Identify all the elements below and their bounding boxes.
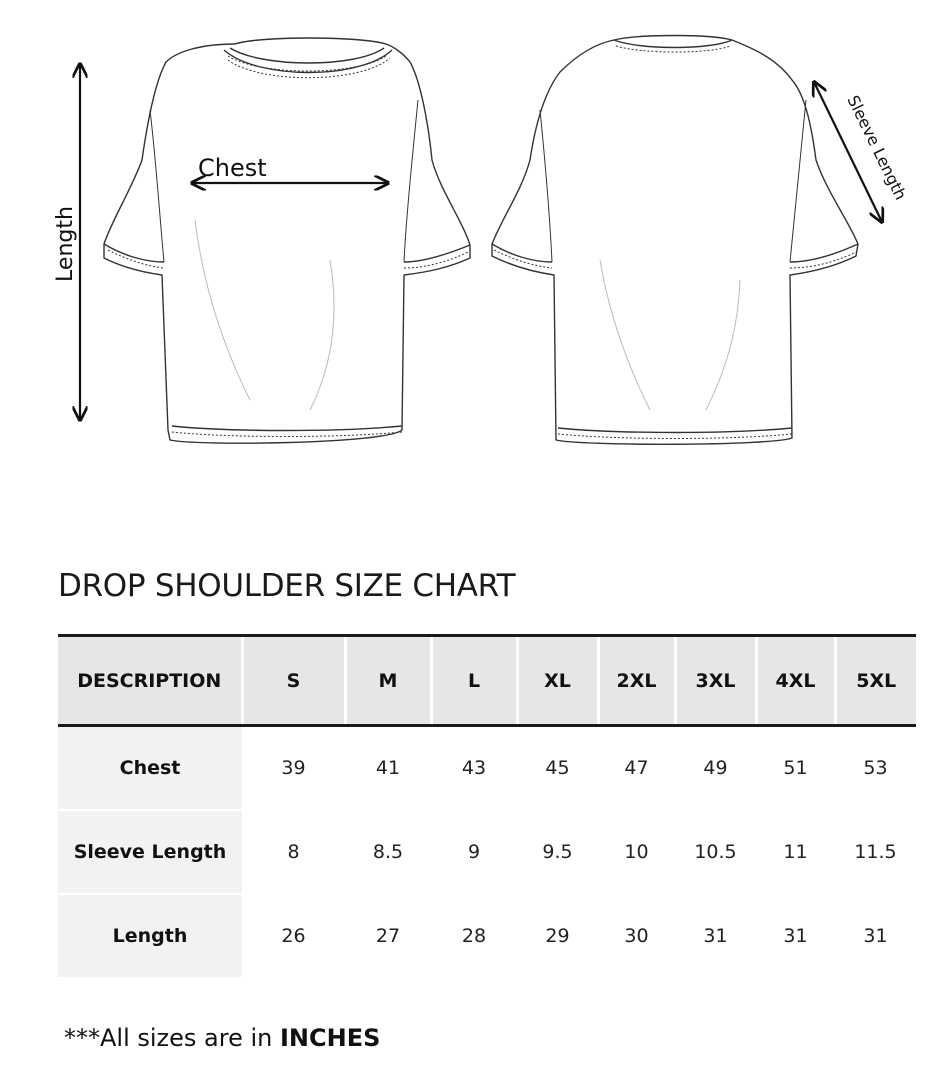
header-size-s: S	[242, 636, 345, 726]
table-cell: 11	[756, 810, 835, 894]
table-cell: 26	[242, 894, 345, 978]
tshirt-front-drawing	[104, 38, 470, 443]
table-cell: 8.5	[345, 810, 431, 894]
table-row-length	[58, 894, 916, 978]
table-cell: 31	[675, 894, 756, 978]
table-cell: 10	[598, 810, 675, 894]
tshirt-diagram	[0, 0, 933, 520]
table-cell: 47	[598, 726, 675, 810]
header-size-m: M	[345, 636, 431, 726]
size-chart-table	[58, 634, 916, 979]
units-note	[64, 1024, 380, 1052]
table-cell: 9	[431, 810, 517, 894]
header-description: DESCRIPTION	[58, 636, 242, 726]
header-size-5xl: 5XL	[835, 636, 916, 726]
header-size-2xl: 2XL	[598, 636, 675, 726]
table-cell: 45	[517, 726, 598, 810]
row-label: Length	[58, 894, 242, 978]
row-label: Sleeve Length	[58, 810, 242, 894]
table-cell: 10.5	[675, 810, 756, 894]
table-row-sleeve-length	[58, 810, 916, 894]
header-size-l: L	[431, 636, 517, 726]
table-header-row	[58, 636, 916, 726]
table-row-chest	[58, 726, 916, 810]
table-cell: 31	[835, 894, 916, 978]
table-cell: 27	[345, 894, 431, 978]
header-size-xl: XL	[517, 636, 598, 726]
table-cell: 53	[835, 726, 916, 810]
row-label: Chest	[58, 726, 242, 810]
table-cell: 11.5	[835, 810, 916, 894]
chest-label: Chest	[198, 154, 267, 182]
length-label: Length	[53, 206, 78, 282]
table-cell: 30	[598, 894, 675, 978]
table-cell: 51	[756, 726, 835, 810]
table-cell: 28	[431, 894, 517, 978]
header-size-4xl: 4XL	[756, 636, 835, 726]
table-cell: 49	[675, 726, 756, 810]
table-cell: 9.5	[517, 810, 598, 894]
table-cell: 29	[517, 894, 598, 978]
table-cell: 8	[242, 810, 345, 894]
header-size-3xl: 3XL	[675, 636, 756, 726]
table-cell: 41	[345, 726, 431, 810]
units-note-emphasis: INCHES	[280, 1024, 381, 1052]
units-note-text: ***All sizes are in	[64, 1024, 280, 1052]
table-cell: 39	[242, 726, 345, 810]
table-cell: 43	[431, 726, 517, 810]
table-cell: 31	[756, 894, 835, 978]
sleeve-length-label: Sleeve Length	[843, 92, 911, 203]
page-title: DROP SHOULDER SIZE CHART	[58, 568, 516, 604]
tshirt-back-drawing	[492, 36, 858, 445]
